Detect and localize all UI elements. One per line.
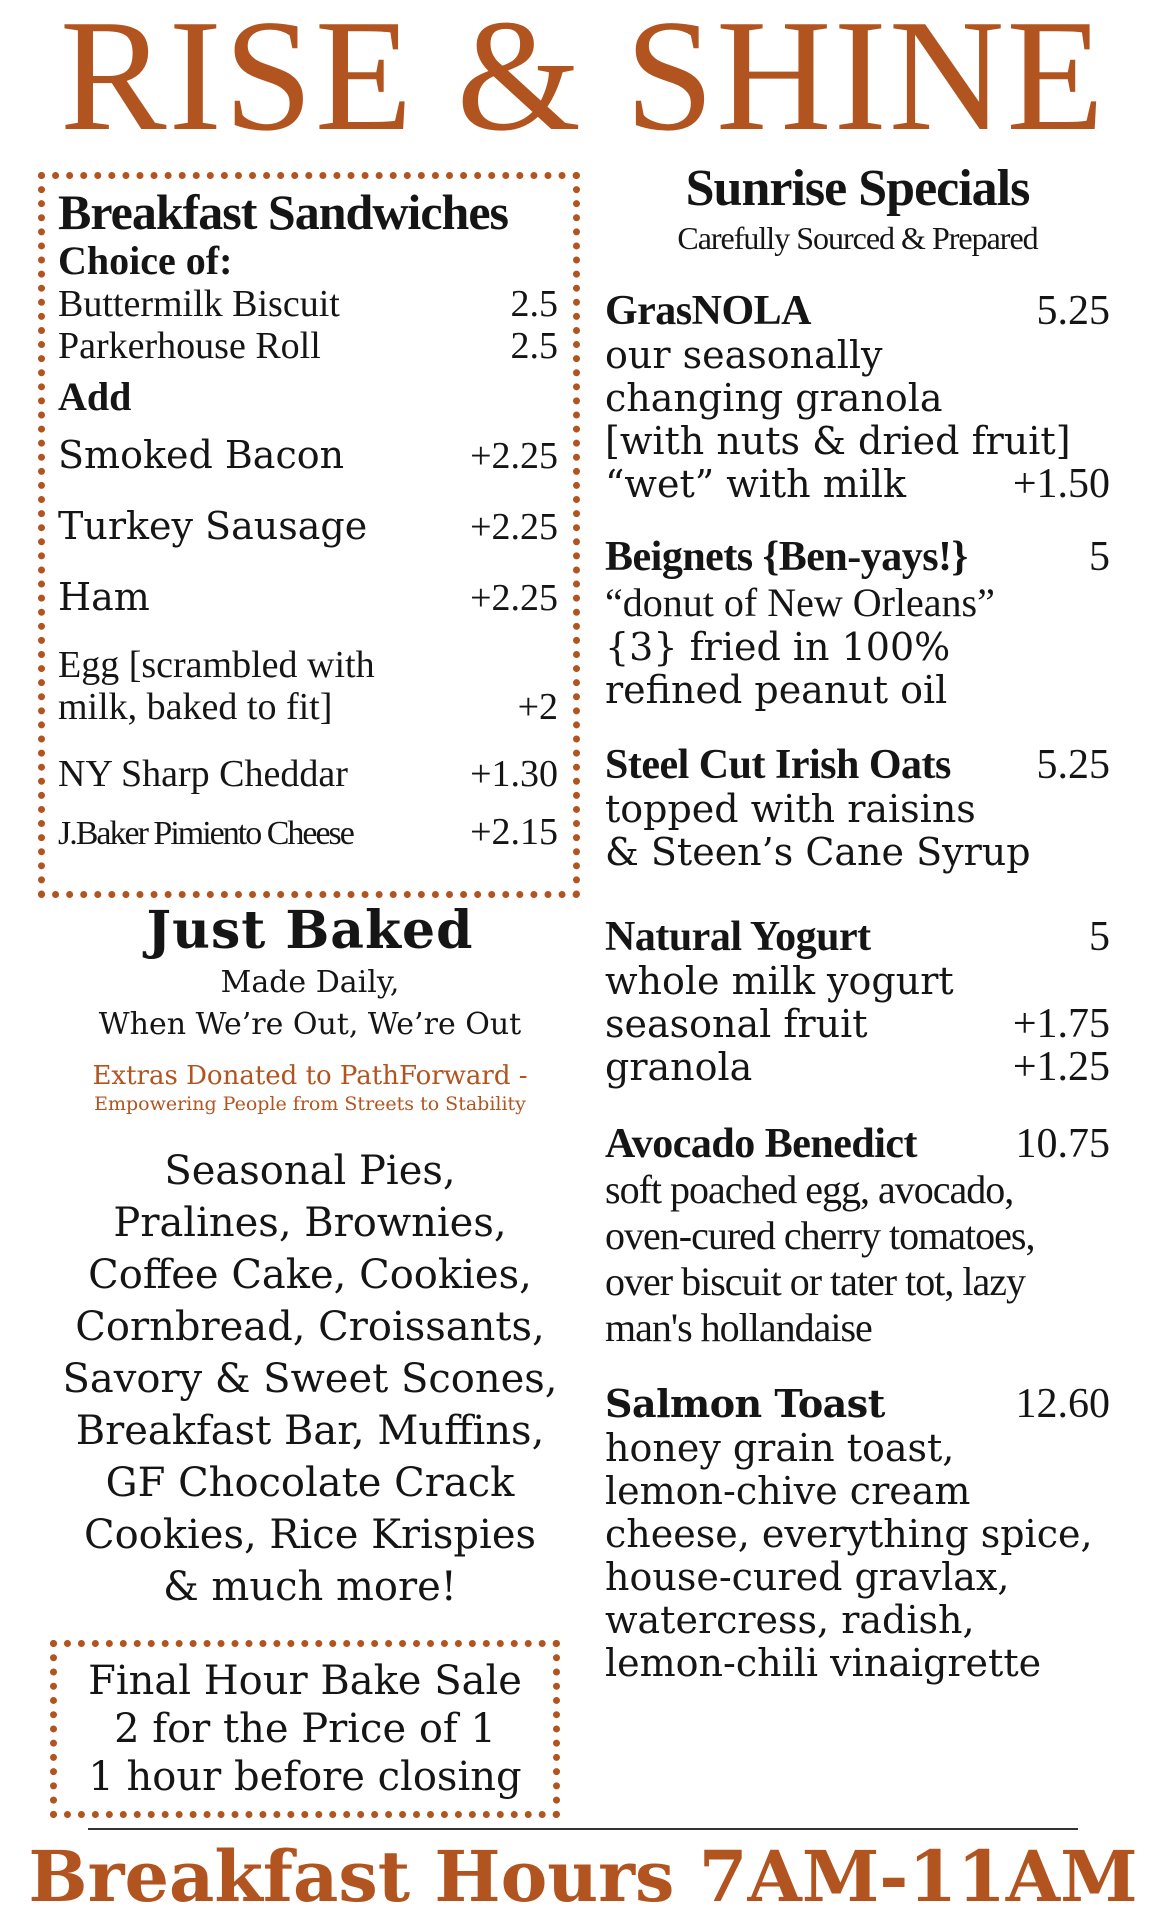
special-price: 12.60 (1015, 1381, 1110, 1427)
addon-price: +1.30 (470, 753, 558, 795)
choice-price: 2.5 (510, 325, 558, 367)
egg-addon (58, 644, 558, 728)
addon-name: NY Sharp Cheddar (58, 753, 348, 795)
special-name: Beignets {Ben-yays!} (605, 534, 968, 580)
special-desc: soft poached egg, avocado, (605, 1167, 1014, 1212)
choice-name: Parkerhouse Roll (58, 325, 321, 367)
special-name: Steel Cut Irish Oats (605, 742, 951, 788)
special-price: 10.75 (1015, 1121, 1110, 1167)
breakfast-hours: Breakfast Hours 7AM-11AM (28, 1835, 1138, 1918)
special-desc: & Steen’s Cane Syrup (605, 830, 1031, 874)
bake-sale-line3: 1 hour before closing (88, 1754, 522, 1800)
special-desc: house-cured gravlax, (605, 1555, 1010, 1599)
egg-addon-line2: milk, baked to fit] (58, 686, 333, 728)
addon-price: +2 (517, 686, 558, 728)
addon-price: +2.15 (470, 811, 558, 853)
baked-item: GF Chocolate Crack (105, 1460, 515, 1506)
donation-note: Extras Donated to PathForward - (92, 1061, 528, 1091)
addon-name: J.Baker Pimiento Cheese (58, 815, 353, 852)
special-extra-price: +1.25 (1012, 1044, 1110, 1090)
bake-sale-line1: Final Hour Bake Sale (88, 1658, 522, 1704)
baked-item: Seasonal Pies, (164, 1148, 456, 1194)
addon-row (58, 431, 558, 480)
choice-name: Buttermilk Biscuit (58, 283, 340, 325)
special-price: 5 (1089, 534, 1110, 580)
addon-row (58, 808, 558, 858)
special-item (605, 1121, 1110, 1351)
special-desc: changing granola (605, 376, 943, 420)
special-item (605, 1381, 1110, 1685)
special-item (605, 288, 1110, 506)
special-desc: refined peanut oil (605, 668, 948, 712)
choice-row (58, 283, 558, 325)
special-desc: {3} fried in 100% (605, 625, 951, 669)
special-desc: whole milk yogurt (605, 959, 954, 1003)
specials-subheading: Carefully Sourced & Prepared (677, 220, 1038, 256)
special-price: 5 (1089, 914, 1110, 960)
special-price: 5.25 (1036, 742, 1110, 788)
addon-row (58, 573, 558, 622)
special-desc: topped with raisins (605, 787, 976, 831)
special-extra-price: +1.75 (1012, 1001, 1110, 1047)
addon-name: Ham (58, 575, 150, 619)
addon-name: Smoked Bacon (58, 433, 345, 477)
baked-items-list (40, 1145, 580, 1613)
add-label: Add (58, 374, 132, 419)
baked-note-line2: When We’re Out, We’re Out (98, 1007, 522, 1042)
addon-price: +2.25 (470, 577, 558, 619)
special-item (605, 914, 1110, 1089)
special-item (605, 742, 1110, 874)
baked-item: Cornbread, Croissants, (75, 1304, 545, 1350)
baked-item: Coffee Cake, Cookies, (88, 1252, 532, 1298)
sandwiches-heading: Breakfast Sandwiches (58, 184, 508, 240)
special-desc: over biscuit or tater tot, lazy (605, 1259, 1025, 1304)
special-extra-price: +1.50 (1012, 461, 1110, 507)
special-extra-label: “wet” with milk (605, 462, 907, 506)
addon-row (58, 502, 558, 551)
special-desc: our seasonally (605, 333, 883, 377)
special-desc: “donut of New Orleans” (605, 580, 995, 625)
special-item (605, 534, 1110, 712)
special-name: GrasNOLA (605, 288, 811, 334)
special-extra-label: seasonal fruit (605, 1002, 868, 1046)
baked-item: & much more! (163, 1564, 457, 1610)
special-name: Salmon Toast (605, 1381, 885, 1426)
special-price: 5.25 (1036, 288, 1110, 334)
baked-item: Savory & Sweet Scones, (62, 1356, 558, 1402)
bake-sale-box (50, 1640, 560, 1818)
footer-divider (88, 1828, 1078, 1830)
baked-item: Breakfast Bar, Muffins, (75, 1408, 545, 1454)
special-desc: watercress, radish, (605, 1598, 975, 1642)
addon-row (58, 750, 558, 798)
baked-heading: Just Baked (146, 900, 474, 961)
egg-addon-line1: Egg [scrambled with (58, 644, 375, 686)
special-desc: [with nuts & dried fruit] (605, 419, 1071, 463)
addon-price: +2.25 (470, 435, 558, 477)
donation-subnote: Empowering People from Streets to Stability (94, 1093, 526, 1115)
choice-price: 2.5 (510, 283, 558, 325)
choice-label: Choice of: (58, 238, 233, 283)
special-desc: lemon-chili vinaigrette (605, 1641, 1042, 1685)
special-desc: cheese, everything spice, (605, 1512, 1093, 1556)
special-desc: oven-cured cherry tomatoes, (605, 1213, 1035, 1258)
breakfast-sandwiches-section (58, 185, 558, 858)
addon-price: +2.25 (470, 506, 558, 548)
bake-sale-line2: 2 for the Price of 1 (114, 1706, 496, 1752)
special-name: Avocado Benedict (605, 1121, 918, 1167)
just-baked-section (40, 900, 580, 1116)
special-desc: lemon-chive cream (605, 1469, 971, 1513)
choice-row (58, 325, 558, 367)
baked-item: Pralines, Brownies, (113, 1200, 507, 1246)
menu-title: RISE & SHINE (59, 0, 1107, 164)
baked-item: Cookies, Rice Krispies (83, 1512, 537, 1558)
special-desc: man's hollandaise (605, 1305, 872, 1350)
special-extra-label: granola (605, 1045, 753, 1089)
special-name: Natural Yogurt (605, 914, 871, 960)
special-desc: honey grain toast, (605, 1426, 955, 1470)
specials-heading: Sunrise Specials (685, 160, 1030, 217)
addon-name: Turkey Sausage (58, 504, 368, 548)
baked-note-line1: Made Daily, (220, 965, 400, 1000)
sunrise-specials-section (605, 160, 1110, 1685)
